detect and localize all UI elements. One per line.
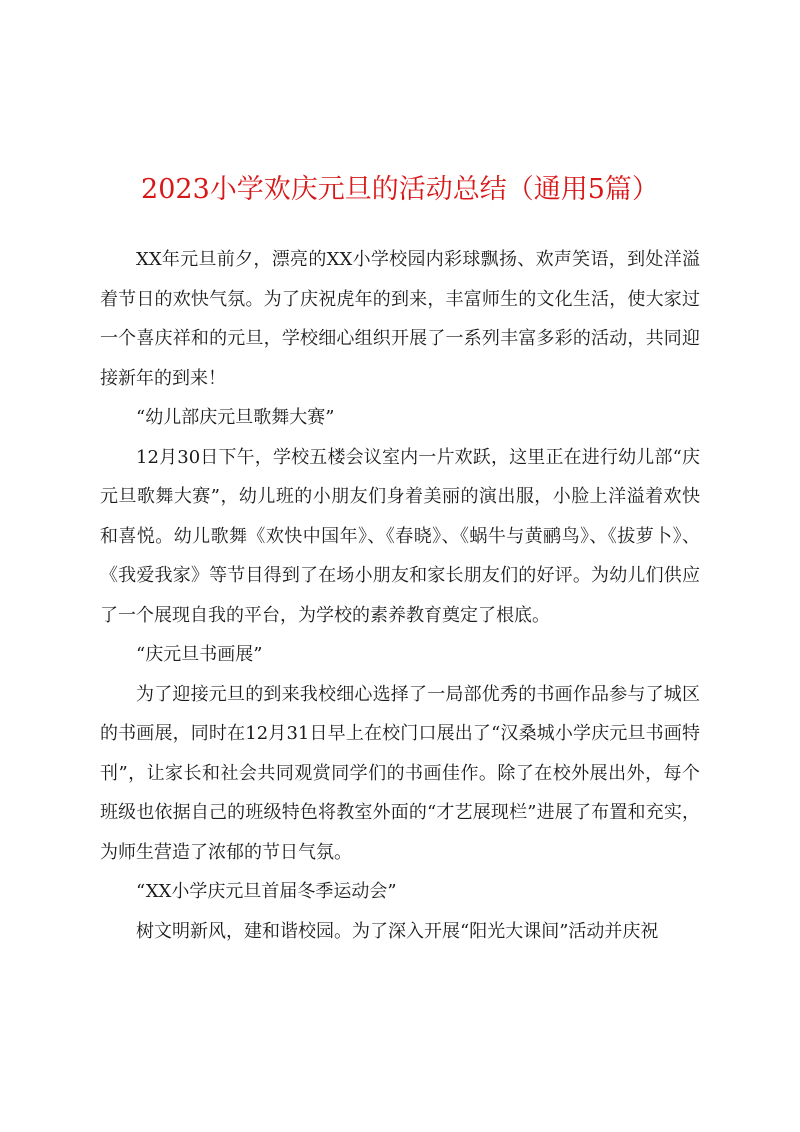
paragraph-intro: XX年元旦前夕，漂亮的XX小学校园内彩球飘扬、欢声笑语，到处洋溢着节日的欢快气氛。为了庆祝虎年的到来，丰富师生的文化生活，使大家过一个喜庆祥和的元旦，学校细心组织开展了一系列丰富多彩的活动，共同迎接新年的到来！ [100,249,700,389]
page-title: 2023小学欢庆元旦的活动总结（通用5篇） [141,174,659,205]
paragraph-sports-meet: 树文明新风，建和谐校园。为了深入开展“阳光大课间”活动并庆祝 [136,920,659,942]
section-heading-dance-contest: “幼儿部庆元旦歌舞大赛” [136,407,335,428]
section-heading-sports-meet: “XX小学庆元旦首届冬季运动会” [136,881,397,902]
paragraph-dance-contest: 12月30日下午，学校五楼会议室内一片欢跃，这里正在进行幼儿部“庆元旦歌舞大赛”，幼儿班的小朋友们身着美丽的演出服，小脸上洋溢着欢快和喜悦。幼儿歌舞《欢快中国年》、《春晓》、《蜗牛与黄鹂鸟》、《拔萝卜》、《我爱我家》等节目得到了在场小朋友和家长朋友们的好评。为幼儿们供应了一个展现自我的平台，为学校的素养教育奠定了根底。 [100,446,700,626]
document-body [100,240,700,951]
paragraph-art-exhibition: 为了迎接元旦的到来我校细心选择了一局部优秀的书画作品参与了城区的书画展，同时在12月31日早上在校门口展出了“汉桑城小学庆元旦书画特刊”，让家长和社会共同观赏同学们的书画佳作。除了在校外展出外，每个班级也依据自己的班级特色将教室外面的“才艺展现栏”进展了布置和充实，为师生营造了浓郁的节日气氛。 [100,683,700,863]
section-heading-art-exhibition: “庆元旦书画展” [136,644,263,665]
